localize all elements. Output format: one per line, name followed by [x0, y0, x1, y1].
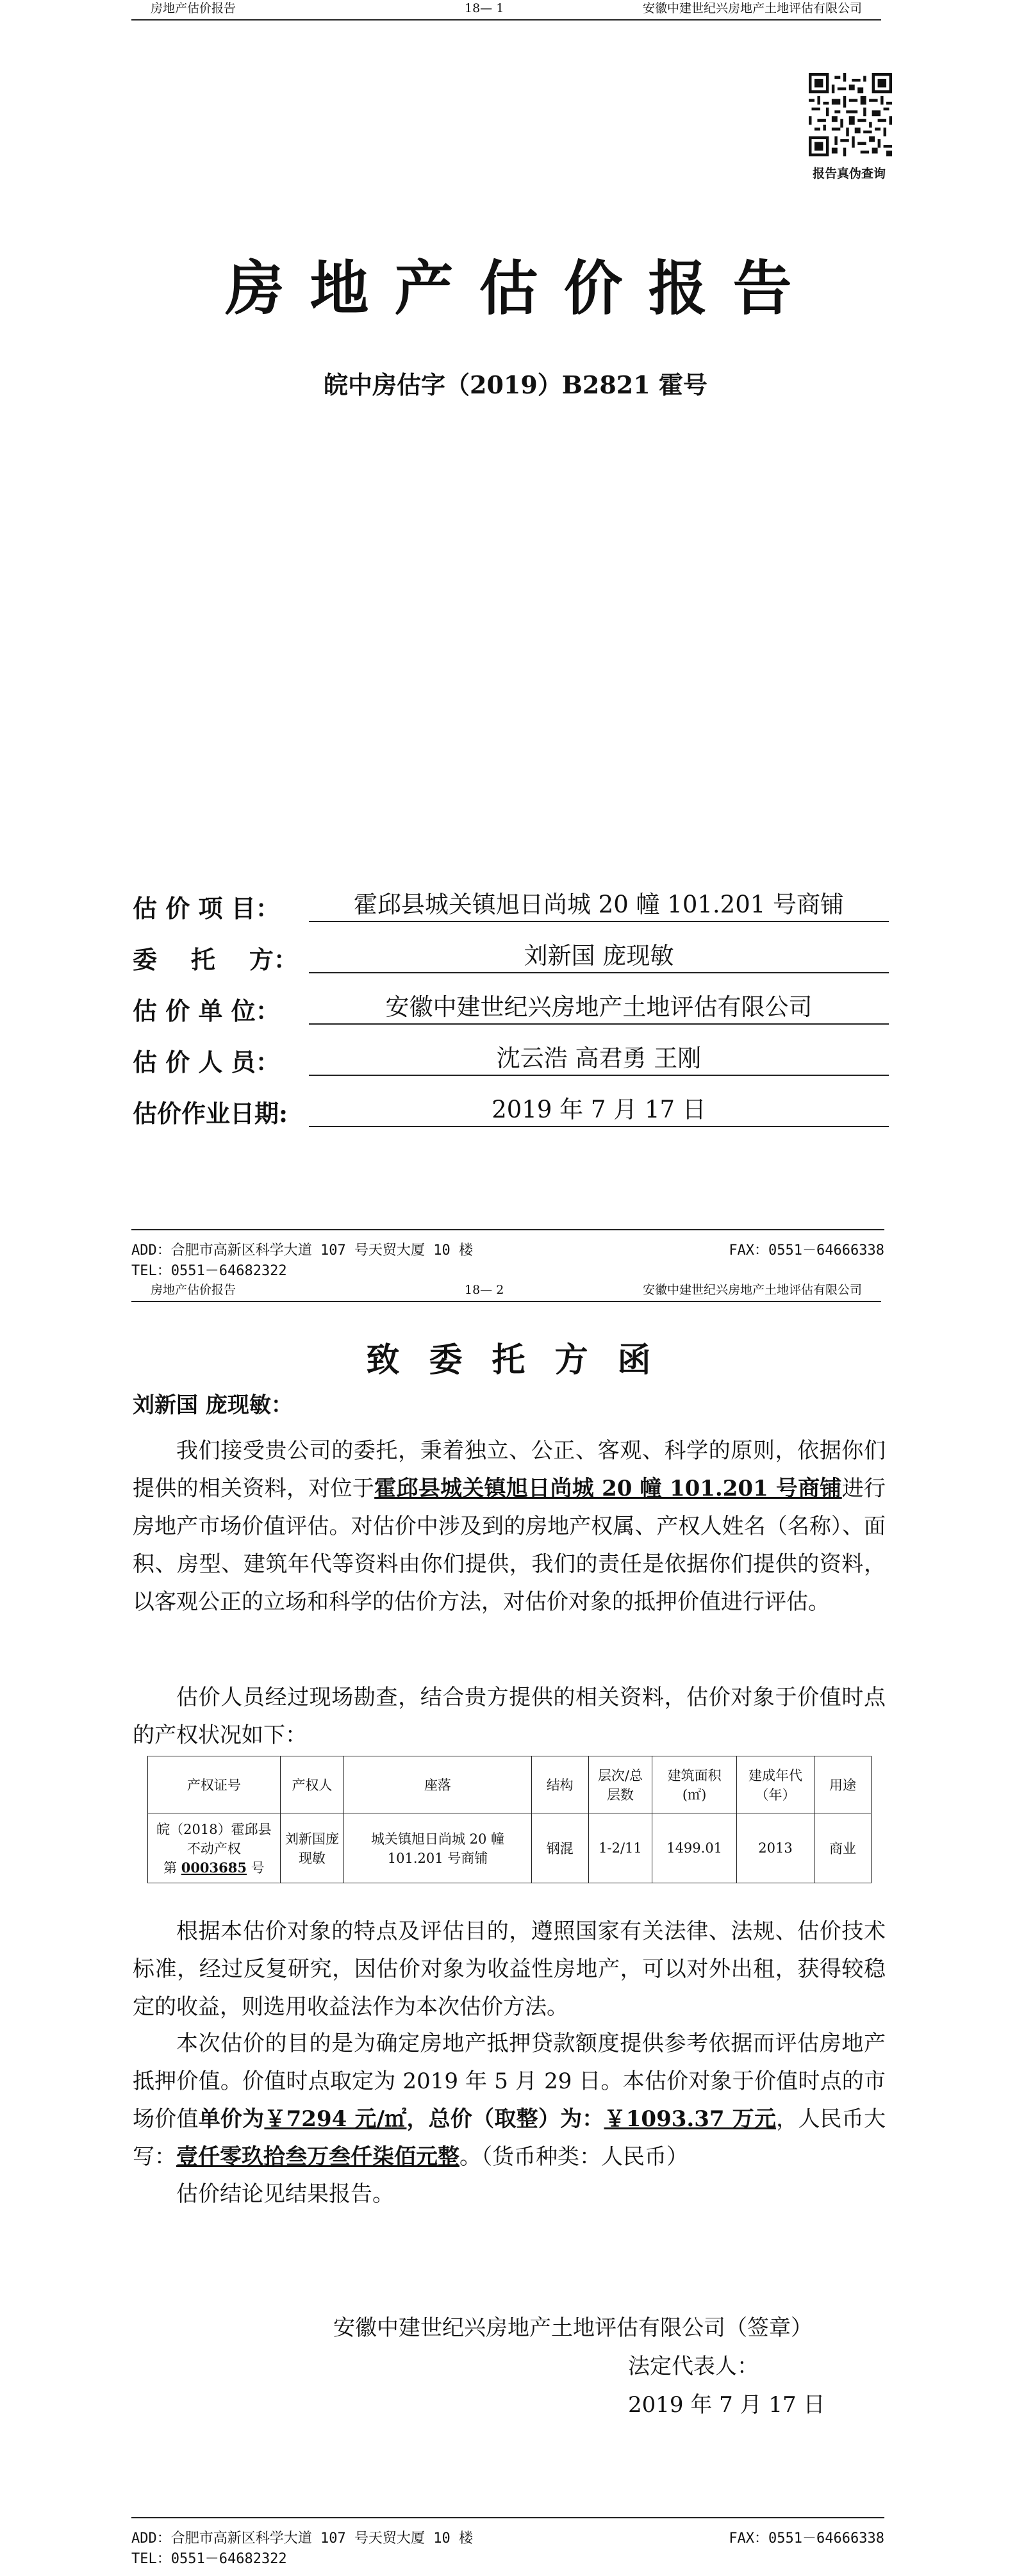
- qr-code-icon[interactable]: [809, 73, 892, 156]
- property-rights-table: [147, 1756, 872, 1883]
- col-header: 产权证号: [148, 1756, 281, 1813]
- text: ，总价（取整）为：: [406, 2106, 604, 2132]
- unit-price: ￥7294 元/㎡: [264, 2106, 407, 2132]
- cert-number: 0003685: [181, 1860, 247, 1876]
- info-value: 安徽中建世纪兴房地产土地评估有限公司: [309, 991, 889, 1025]
- property-address: 霍邱县城关镇旭日尚城 20 幢 101.201 号商铺: [374, 1476, 842, 1501]
- text: 进行房地产市场价值评估。对估价中涉及到的房地产权属、产权人姓名（名称）、面积、房型、建筑年代等资料由你们提供，我们的责任是依据你们提供的资料，以客观公正的立场和科学的估价方法，对估价对象的抵押价值进行评估。: [133, 1476, 886, 1615]
- paragraph-survey: 估价人员经过现场勘查，结合贵方提供的相关资料，估价对象于价值时点的产权状况如下：: [133, 1685, 886, 1748]
- table-header-row: [148, 1756, 872, 1813]
- info-row-appraisers: [133, 1043, 889, 1081]
- page-footer: [131, 1229, 884, 1282]
- page-header: [131, 1282, 881, 1302]
- page-footer: [131, 2517, 884, 2570]
- footer-address: ADD：合肥市高新区科学大道 107 号天贸大厦 10 楼: [131, 1243, 473, 1259]
- text: 。（货币种类：人民币）: [459, 2144, 688, 2170]
- info-key: 委 托 方：: [133, 945, 298, 974]
- cert-text: 第: [163, 1860, 181, 1876]
- info-value: 沈云浩 高君勇 王刚: [309, 1043, 889, 1076]
- col-header: 座落: [344, 1756, 531, 1813]
- info-key: 估 价 项 目：: [133, 894, 280, 923]
- footer-fax: FAX：0551－64666338: [729, 2531, 884, 2547]
- info-row-work-date: [133, 1094, 889, 1132]
- cell-cert-number: [148, 1813, 281, 1883]
- header-page-number: 18— 2: [465, 1283, 504, 1297]
- footer-tel: TEL：0551－64682322: [131, 2551, 287, 2567]
- letter-to-client-page: [0, 1282, 1017, 2576]
- total-price-words: 壹仟零玖拾叁万叁仟柒佰元整: [176, 2144, 459, 2170]
- cert-text: 皖（2018）霍邱县不动产权: [156, 1822, 272, 1856]
- col-header: 层次/总层数: [588, 1756, 652, 1813]
- cert-text: 号: [247, 1860, 265, 1876]
- report-cover-page: [0, 0, 1017, 1282]
- info-key: 估 价 单 位：: [133, 996, 280, 1025]
- signature-date: 2019 年 7 月 17 日: [628, 2392, 825, 2418]
- paragraph-conclusion: 估价结论见结果报告。: [176, 2181, 394, 2207]
- paragraph-commission: [133, 1432, 886, 1621]
- page-header: [131, 0, 881, 21]
- total-price: ￥1093.37 万元: [604, 2106, 777, 2132]
- info-value: 2019 年 7 月 17 日: [309, 1094, 889, 1127]
- info-key: 估 价 人 员：: [133, 1048, 280, 1077]
- cell-location: 城关镇旭日尚城 20 幢 101.201 号商铺: [344, 1813, 531, 1883]
- signature-company: 安徽中建世纪兴房地产土地评估有限公司（签章）: [333, 2315, 813, 2341]
- cell-structure: 钢混: [531, 1813, 588, 1883]
- cell-usage: 商业: [814, 1813, 872, 1883]
- qr-label: 报告真伪查询: [812, 167, 886, 181]
- footer-address: ADD：合肥市高新区科学大道 107 号天贸大厦 10 楼: [131, 2531, 473, 2547]
- info-row-client: [133, 940, 889, 978]
- cell-owner: 刘新国庞现敏: [280, 1813, 344, 1883]
- cell-area: 1499.01: [652, 1813, 737, 1883]
- footer-tel: TEL：0551－64682322: [131, 1263, 287, 1279]
- header-right: 安徽中建世纪兴房地产土地评估有限公司: [642, 1283, 862, 1297]
- text: 我们接受贵公司的委托，秉着独立、公正、客观、科学的原则，依据你们提供的相关资料，对位于: [133, 1438, 886, 1501]
- cell-year: 2013: [737, 1813, 814, 1883]
- report-title: 房地产估价报告: [225, 254, 818, 323]
- header-left: 房地产估价报告: [151, 1, 236, 15]
- header-page-number: 18— 1: [465, 1, 504, 15]
- info-value: 霍邱县城关镇旭日尚城 20 幢 101.201 号商铺: [309, 889, 889, 922]
- text: 单价为: [198, 2106, 265, 2132]
- col-header: 建筑面积(㎡): [652, 1756, 737, 1813]
- info-row-project: [133, 889, 889, 927]
- col-header: 产权人: [280, 1756, 344, 1813]
- document-number: 皖中房估字（2019）B2821 霍号: [324, 370, 707, 399]
- info-key: 估价作业日期:: [133, 1099, 288, 1128]
- header-right: 安徽中建世纪兴房地产土地评估有限公司: [642, 1, 862, 15]
- cell-floor: 1-2/11: [588, 1813, 652, 1883]
- text: ，人民币大写：: [133, 2106, 886, 2170]
- text: 本次估价的目的是为确定房地产抵押贷款额度提供参考依据而评估房地产抵押价值。价值时点取定为 2019 年 5 月 29 日。本估价对象于价值时点的市场价值: [133, 2031, 886, 2132]
- header-left: 房地产估价报告: [151, 1283, 236, 1297]
- paragraph-valuation: [133, 2025, 886, 2176]
- info-value: 刘新国 庞现敏: [309, 940, 889, 973]
- salutation: 刘新国 庞现敏：: [133, 1392, 293, 1418]
- info-row-appraiser-unit: [133, 991, 889, 1030]
- paragraph-method: 根据本估价对象的特点及评估目的，遵照国家有关法律、法规、估价技术标准，经过反复研究，因估价对象为收益性房地产，可以对外出租，获得较稳定的收益，则选用收益法作为本次估价方法。: [133, 1919, 886, 2020]
- letter-title: 致委托方函: [366, 1341, 681, 1380]
- col-header: 用途: [814, 1756, 872, 1813]
- col-header: 结构: [531, 1756, 588, 1813]
- footer-fax: FAX：0551－64666338: [729, 1243, 884, 1259]
- col-header: 建成年代（年）: [737, 1756, 814, 1813]
- table-row: [148, 1813, 872, 1883]
- signature-representative: 法定代表人：: [628, 2354, 759, 2379]
